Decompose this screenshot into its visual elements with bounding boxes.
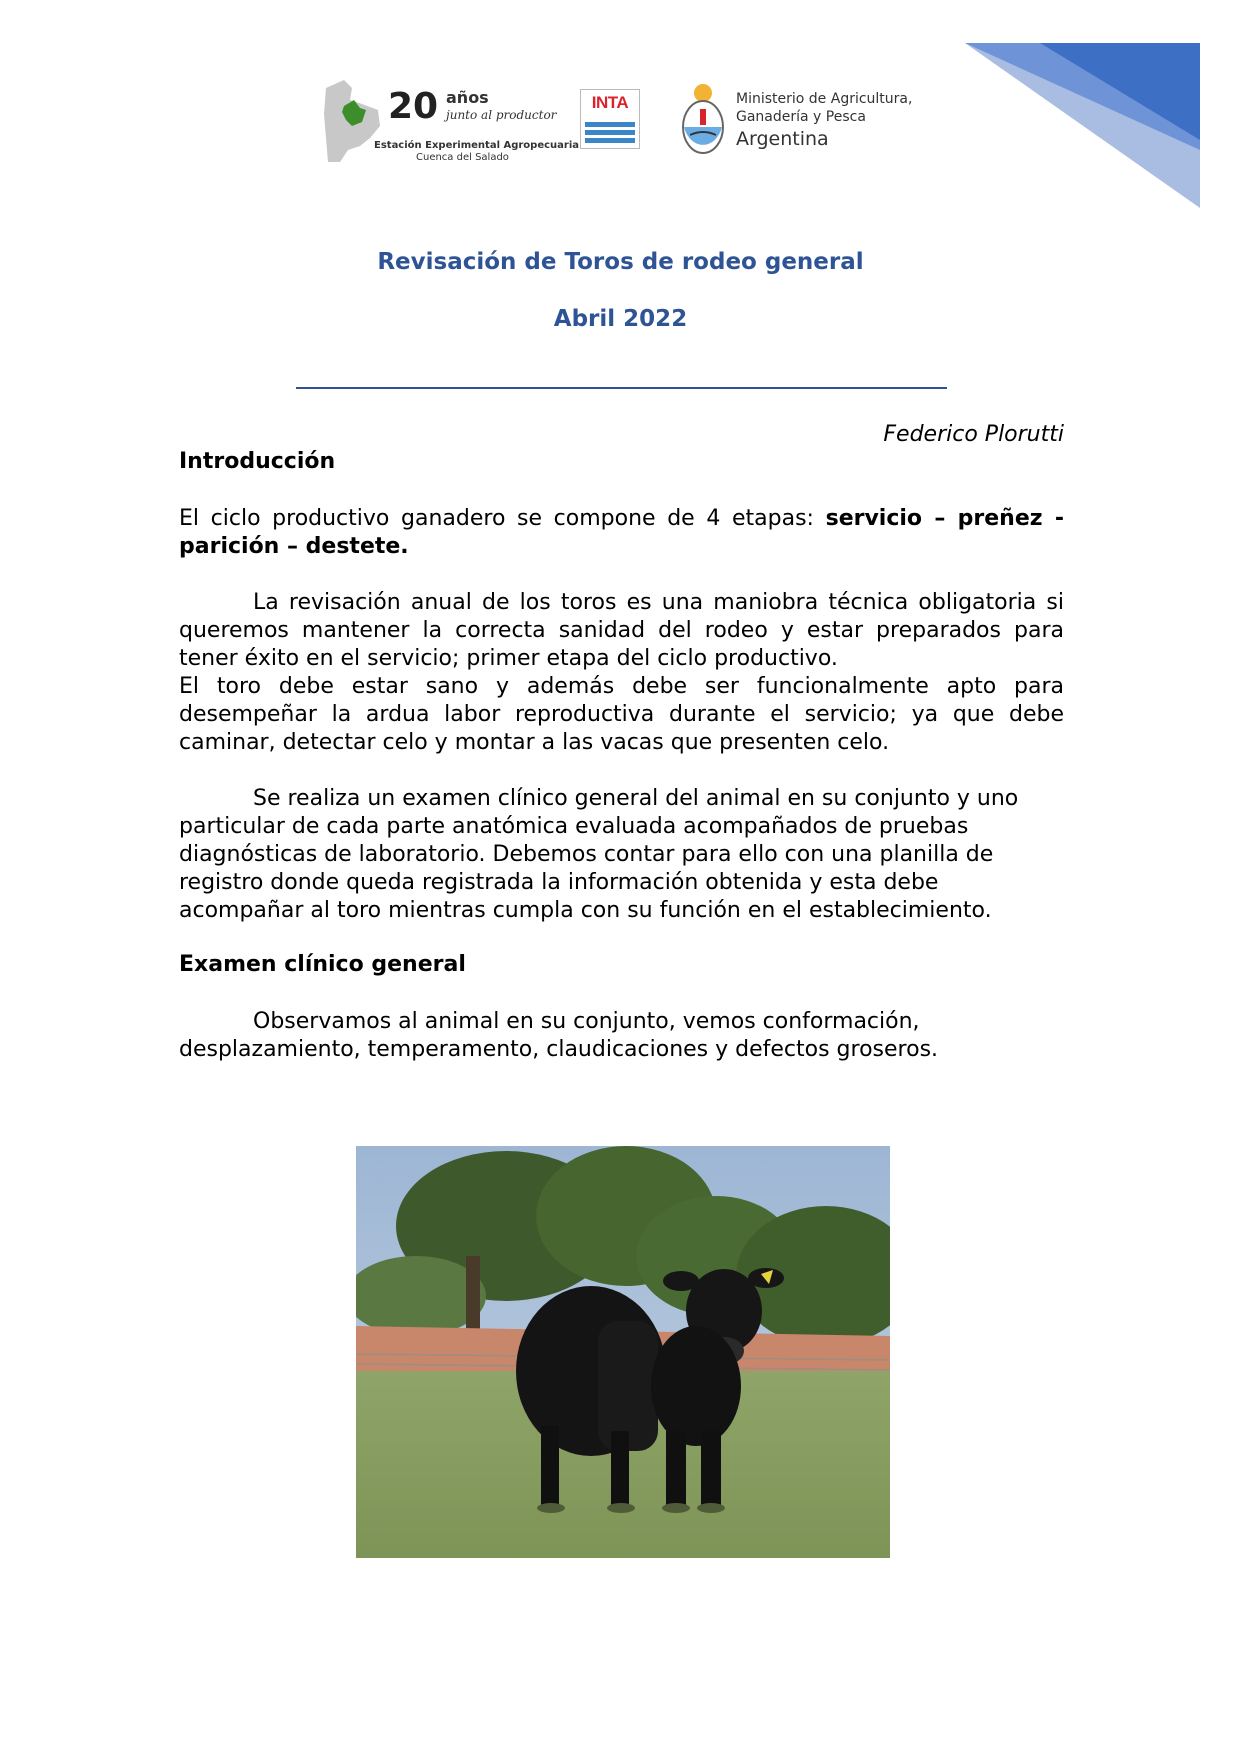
bull-photo (356, 1146, 890, 1558)
document-title: Revisación de Toros de rodeo general (377, 249, 864, 275)
station-name: Estación Experimental Agropecuaria (374, 140, 580, 151)
province-map-icon (322, 78, 382, 164)
exam-heading: Examen clínico general (179, 952, 466, 977)
intro-heading: Introducción (179, 449, 336, 474)
ministry-line1: Ministerio de Agricultura, (736, 91, 913, 107)
inta-wordmark: INTA (591, 93, 629, 112)
ministry-logo (676, 79, 916, 159)
years-number: 20 (388, 86, 439, 127)
ministry-line2: Ganadería y Pesca (736, 109, 866, 125)
paragraph-observation: Observamos al animal en su conjunto, vemos conformación, desplazamiento, temperamento, claudicaciones y defectos groseros. (179, 1009, 939, 1062)
station-logo (322, 78, 580, 164)
document-date: Abril 2022 (553, 306, 688, 332)
paragraph-bull-health: El toro debe estar sano y además debe ser funcionalmente apto para desempeñar la ardua labor reproductiva durante el servicio; ya que debe caminar, detectar celo y montar a las vacas que presenten celo. (179, 674, 1064, 755)
ministry-country: Argentina (736, 128, 829, 150)
title-rule (296, 387, 947, 389)
stages-list: servicio – preñez - parición – destete. (179, 506, 1064, 559)
paragraph-stages (179, 505, 1064, 561)
stages-lead: El ciclo productivo ganadero se compone de 4 etapas: (179, 506, 826, 531)
coat-of-arms-icon (676, 79, 730, 157)
paragraph-annual-review: La revisación anual de los toros es una maniobra técnica obligatoria si queremos mantener la correcta sanidad del rodeo y estar preparados para tener éxito en el servicio; primer etapa del ciclo productivo. (179, 590, 1064, 671)
inta-logo (580, 89, 640, 149)
author: Federico Plorutti (883, 422, 1064, 447)
paragraph-clinical-exam: Se realiza un examen clínico general del animal en su conjunto y uno particular de cada parte anatómica evaluada acompañados de pruebas diagnósticas de laboratorio. Debemos contar para ello con una planilla de registro donde queda registrada la información obtenida y esta debe acompañar al toro mientras cumpla con su función en el establecimiento. (179, 786, 1019, 923)
station-sub: Cuenca del Salado (416, 152, 509, 163)
tagline: junto al productor (446, 108, 557, 122)
years-word: años (446, 88, 489, 107)
